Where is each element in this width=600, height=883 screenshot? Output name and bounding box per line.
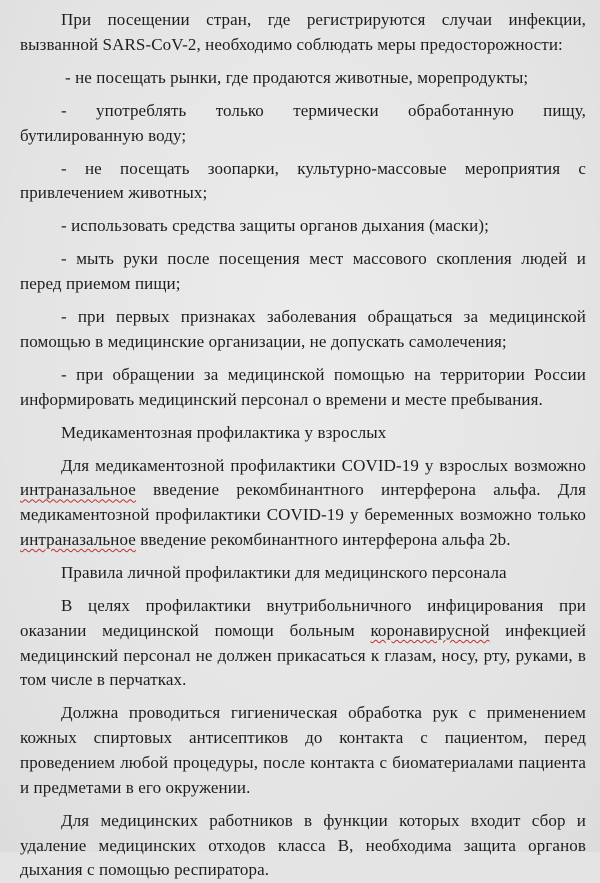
precaution-item-food: - употреблять только термически обработанную пищу, бутилированную воду; [20,100,586,145]
precaution-item-masks: - использовать средства защиты органов дыхания (маски); [61,216,489,236]
spellcheck-word-intranasal-1: интраназальное [20,480,136,500]
staff-text-start: В целях профилактики внутрибольничного инфицирования при оказании медицинской помощи больным [20,596,586,640]
staff-paragraph-respirator: Для медицинских работников в функции которых входит сбор и удаление медицинских отходов класса В, необходима защита органов дыхания с помощью респиратора. [20,810,586,880]
precaution-item-zoos: - не посещать зоопарки, культурно-массовые мероприятия с привлечением животных; [20,158,586,203]
heading-staff-prophylaxis: Правила личной профилактики для медицинского персонала [61,563,507,583]
precaution-item-handwashing: - мыть руки после посещения мест массового скопления людей и перед приемом пищи; [20,249,586,294]
medication-text-end: введение рекомбинантного интерферона альфа 2b. [135,530,511,550]
spellcheck-word-intranasal-2: интраназальное [20,530,136,550]
heading-medication-prophylaxis: Медикаментозная профилактика у взрослых [61,422,387,442]
spellcheck-word-coronavirus: коронавирусной [370,620,490,640]
staff-paragraph-hygiene: Должна проводиться гигиеническая обработка рук с применением кожных спиртовых антисептиков до контакта с пациентом, перед проведением любой процедуры, после контакта с биоматериалами пациента и предметами в его окружении. [20,703,586,797]
precaution-item-symptoms: - при первых признаках заболевания обращаться за медицинской помощью в медицинские организации, не допускать самолечения; [20,307,586,351]
medication-text-mid: введение рекомбинантного интерферона альфа. Для медикаментозной профилактики COVID-19 у беременных возможно только [20,480,586,525]
medication-paragraph [20,454,586,553]
medication-text-start: Для медикаментозной профилактики COVID-19 у взрослых возможно [61,455,586,475]
staff-paragraph-infection [20,594,586,693]
staff-text-end: инфекцией медицинский персонал не должен прикасаться к глазам, носу, рту, руками, в том числе в перчатках. [20,620,586,690]
intro-paragraph: При посещении стран, где регистрируются случаи инфекции, вызванной SARS-CoV-2, необходимо соблюдать меры предосторожности: [20,10,586,54]
precaution-item-inform: - при обращении за медицинской помощью на территории России информировать медицинский персонал о времени и месте пребывания. [20,364,586,409]
precaution-item-markets: - не посещать рынки, где продаются животные, морепродукты; [65,67,529,87]
